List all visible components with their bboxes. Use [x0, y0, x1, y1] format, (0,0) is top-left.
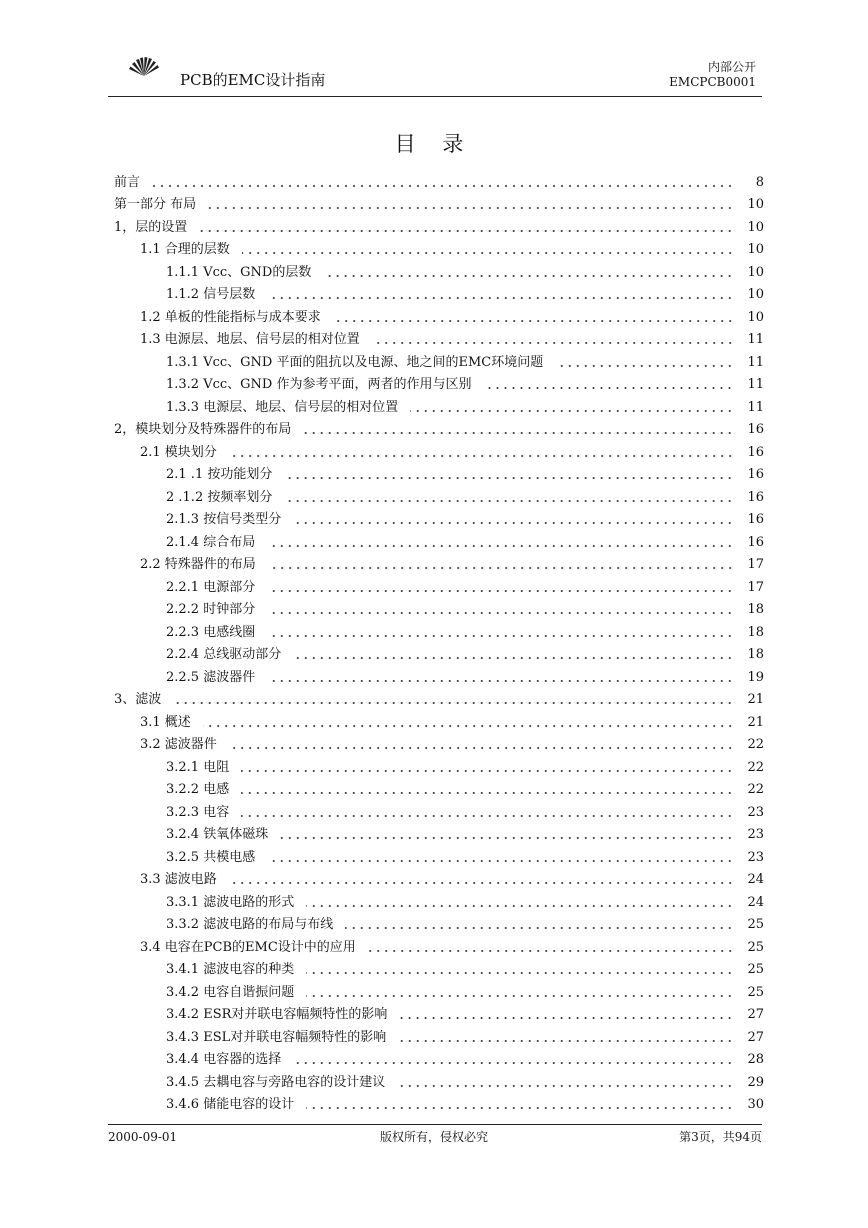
toc-entry-label: 2.1.4 综合布局	[166, 534, 256, 550]
toc-entry-page: 30	[747, 1097, 764, 1112]
toc-entry-label: 2.2.5 滤波器件	[166, 669, 256, 685]
toc-entry[interactable]	[114, 888, 764, 911]
toc-dot-leader	[241, 791, 734, 795]
toc-dot-leader	[345, 926, 734, 930]
company-logo	[124, 54, 164, 86]
toc-entry[interactable]	[114, 483, 764, 506]
toc-entry-page: 10	[747, 197, 764, 212]
toc-entry-label: 3.4.1 滤波电容的种类	[166, 962, 295, 977]
toc-entry[interactable]	[114, 461, 764, 484]
toc-dot-leader	[410, 409, 734, 413]
toc-dot-leader	[306, 994, 734, 998]
toc-dot-leader	[397, 1084, 734, 1088]
toc-entry-label: 3.1 概述	[140, 714, 191, 730]
toc-entry[interactable]	[114, 506, 764, 529]
toc-dot-leader	[333, 319, 734, 323]
toc-entry-page: 24	[747, 894, 764, 910]
footer-divider	[108, 1124, 762, 1125]
toc-entry-label: 1.3.1 Vcc、GND 平面的阻抗以及电源、地之间的EMC环境问题	[166, 354, 544, 370]
toc-entry-page: 25	[747, 917, 764, 932]
toc-dot-leader	[267, 589, 734, 593]
toc-entry-label: 1.3.2 Vcc、GND 作为参考平面，两者的作用与区别	[166, 377, 472, 392]
table-of-contents	[114, 168, 764, 1113]
toc-entry-page: 22	[747, 759, 764, 775]
toc-entry-label: 2.1.3 按信号类型分	[166, 512, 282, 527]
toc-entry-label: 2.2.4 总线驱动部分	[166, 647, 282, 662]
footer-copyright: 版权所有，侵权必究	[379, 1130, 488, 1144]
toc-entry-page: 25	[747, 939, 764, 955]
toc-dot-leader	[555, 364, 734, 368]
toc-entry-page: 16	[747, 467, 764, 482]
toc-dot-leader	[267, 611, 734, 615]
toc-entry[interactable]	[114, 281, 764, 304]
toc-dot-leader	[268, 566, 734, 570]
toc-entry-label: 3.2.1 电阻	[166, 759, 230, 775]
toc-entry-page: 17	[747, 557, 764, 572]
toc-entry-page: 16	[747, 489, 764, 505]
toc-entry[interactable]	[114, 191, 764, 214]
toc-entry-label: 1.1 合理的层数	[140, 242, 230, 257]
toc-dot-leader	[208, 206, 734, 210]
toc-entry[interactable]	[114, 933, 764, 956]
toc-dot-leader	[199, 229, 734, 233]
toc-entry-label: 2.1 .1 按功能划分	[166, 467, 273, 482]
toc-entry-page: 25	[747, 962, 764, 977]
toc-dot-leader	[303, 431, 734, 435]
toc-entry-label: 1.3.3 电源层、地层、信号层的相对位置	[166, 399, 399, 415]
toc-heading: 目 录	[394, 132, 474, 156]
toc-entry-label: 3.4.6 储能电容的设计	[166, 1097, 295, 1112]
toc-entry[interactable]	[114, 551, 764, 574]
toc-dot-leader	[323, 274, 734, 278]
toc-entry[interactable]	[114, 416, 764, 439]
toc-dot-leader	[229, 881, 734, 885]
document-code: EMCPCB0001	[669, 75, 756, 89]
toc-entry-page: 19	[747, 669, 764, 685]
toc-entry[interactable]	[114, 168, 764, 191]
toc-dot-leader	[267, 296, 734, 300]
toc-entry[interactable]	[114, 1001, 764, 1024]
toc-entry-label: 1.1.1 Vcc、GND的层数	[166, 264, 312, 280]
toc-entry-page: 18	[747, 602, 764, 617]
toc-dot-leader	[280, 836, 734, 840]
footer-page-info: 第3页，共94页	[679, 1130, 762, 1144]
toc-dot-leader	[152, 184, 734, 188]
toc-dot-leader	[241, 769, 734, 773]
toc-entry-page: 25	[747, 984, 764, 1000]
toc-entry-page: 16	[747, 534, 764, 550]
toc-entry-label: 3.4.2 电容自谐振问题	[166, 984, 295, 1000]
toc-dot-leader	[483, 386, 734, 390]
toc-entry-page: 11	[747, 377, 764, 392]
toc-entry-label: 3.2.4 铁氧体磁珠	[166, 827, 269, 842]
toc-entry-page: 29	[747, 1074, 764, 1090]
toc-entry[interactable]	[114, 708, 764, 731]
toc-dot-leader	[173, 701, 734, 705]
toc-entry-page: 10	[747, 242, 764, 257]
toc-entry-page: 11	[747, 332, 764, 347]
toc-dot-leader	[203, 724, 734, 728]
toc-entry-page: 22	[747, 737, 764, 752]
toc-entry[interactable]	[114, 258, 764, 281]
toc-entry-page: 11	[747, 354, 764, 370]
toc-entry-label: 2 .1.2 按频率划分	[166, 489, 273, 505]
toc-entry-page: 10	[747, 264, 764, 280]
toc-entry-page: 10	[747, 309, 764, 325]
toc-entry-label: 3.4.2 ESR对并联电容幅频特性的影响	[166, 1007, 388, 1022]
toc-dot-leader	[306, 904, 734, 908]
toc-entry[interactable]	[114, 393, 764, 416]
toc-dot-leader	[293, 521, 734, 525]
toc-entry-label: 3.3.2 滤波电路的布局与布线	[166, 917, 334, 932]
toc-entry[interactable]	[114, 731, 764, 754]
toc-dot-leader	[368, 949, 734, 953]
toc-entry[interactable]	[114, 528, 764, 551]
toc-dot-leader	[267, 634, 734, 638]
toc-entry[interactable]	[114, 866, 764, 889]
toc-entry[interactable]	[114, 821, 764, 844]
toc-dot-leader	[306, 1106, 734, 1110]
toc-entry-page: 8	[755, 174, 764, 190]
toc-entry[interactable]	[114, 1023, 764, 1046]
toc-entry-label: 3.3.1 滤波电路的形式	[166, 894, 295, 910]
toc-dot-leader	[372, 341, 734, 345]
toc-entry[interactable]	[114, 213, 764, 236]
toc-entry-page: 16	[747, 444, 764, 460]
toc-dot-leader	[267, 859, 734, 863]
toc-entry-page: 16	[747, 422, 764, 437]
document-title: PCB的EMC设计指南	[180, 71, 326, 89]
toc-entry[interactable]	[114, 753, 764, 776]
toc-entry[interactable]	[114, 618, 764, 641]
toc-entry-label: 3.4.3 ESL对并联电容幅频特性的影响	[166, 1029, 387, 1045]
toc-dot-leader	[293, 656, 734, 660]
toc-entry-page: 21	[747, 714, 764, 730]
toc-entry[interactable]	[114, 686, 764, 709]
toc-entry-label: 1.2 单板的性能指标与成本要求	[140, 309, 321, 325]
header-right-block	[669, 60, 756, 90]
toc-entry[interactable]	[114, 438, 764, 461]
toc-entry[interactable]	[114, 776, 764, 799]
toc-entry[interactable]	[114, 573, 764, 596]
toc-entry-label: 3.3 滤波电路	[140, 872, 217, 887]
toc-entry-page: 17	[747, 579, 764, 595]
toc-entry[interactable]	[114, 1091, 764, 1114]
toc-dot-leader	[267, 679, 734, 683]
toc-entry[interactable]	[114, 303, 764, 326]
toc-entry-label: 3.4.5 去耦电容与旁路电容的设计建议	[166, 1074, 386, 1090]
toc-entry-page: 18	[747, 647, 764, 662]
toc-dot-leader	[229, 454, 734, 458]
toc-entry-label: 第一部分 布局	[114, 197, 197, 212]
toc-entry-label: 3.2 滤波器件	[140, 737, 217, 752]
toc-entry[interactable]	[114, 843, 764, 866]
toc-dot-leader	[241, 814, 734, 818]
toc-entry[interactable]	[114, 641, 764, 664]
toc-entry-page: 10	[747, 287, 764, 302]
toc-entry[interactable]	[114, 911, 764, 934]
toc-entry[interactable]	[114, 596, 764, 619]
toc-dot-leader	[242, 251, 734, 255]
toc-entry-label: 3.2.3 电容	[166, 804, 230, 820]
toc-entry-page: 27	[747, 1029, 764, 1045]
toc-dot-leader	[229, 746, 734, 750]
toc-entry-label: 2.2 特殊器件的布局	[140, 557, 256, 572]
toc-entry-label: 2.2.1 电源部分	[166, 579, 256, 595]
toc-entry[interactable]	[114, 371, 764, 394]
toc-entry[interactable]	[114, 956, 764, 979]
classification-label: 内部公开	[707, 60, 756, 74]
toc-dot-leader	[293, 1061, 734, 1065]
toc-dot-leader	[284, 476, 734, 480]
toc-entry-page: 23	[747, 804, 764, 820]
footer-date: 2000-09-01	[108, 1130, 178, 1144]
toc-dot-leader	[398, 1039, 734, 1043]
toc-entry-label: 前言	[114, 174, 141, 190]
toc-entry-label: 1，层的设置	[114, 219, 188, 235]
toc-dot-leader	[399, 1016, 734, 1020]
toc-entry-page: 11	[747, 399, 764, 415]
toc-entry-label: 2.2.3 电感线圈	[166, 624, 256, 640]
toc-entry-page: 22	[747, 782, 764, 797]
toc-entry[interactable]	[114, 1068, 764, 1091]
toc-entry[interactable]	[114, 236, 764, 259]
toc-entry[interactable]	[114, 798, 764, 821]
toc-dot-leader	[306, 971, 734, 975]
toc-entry-label: 3、滤波	[114, 692, 162, 707]
toc-entry-label: 3.2.5 共模电感	[166, 849, 256, 865]
toc-entry[interactable]	[114, 1046, 764, 1069]
toc-entry[interactable]	[114, 326, 764, 349]
toc-entry-label: 3.2.2 电感	[166, 782, 230, 797]
toc-entry-page: 10	[747, 219, 764, 235]
toc-entry-label: 2.1 模块划分	[140, 444, 217, 460]
toc-entry-label: 3.4.4 电容器的选择	[166, 1052, 282, 1067]
toc-entry-page: 24	[747, 872, 764, 887]
toc-entry-label: 3.4 电容在PCB的EMC设计中的应用	[140, 939, 356, 955]
toc-dot-leader	[267, 544, 734, 548]
toc-entry[interactable]	[114, 978, 764, 1001]
toc-dot-leader	[284, 499, 734, 503]
toc-entry[interactable]	[114, 663, 764, 686]
toc-entry-page: 16	[747, 512, 764, 527]
toc-entry-label: 1.3 电源层、地层、信号层的相对位置	[140, 332, 360, 347]
toc-entry-page: 23	[747, 849, 764, 865]
toc-entry-page: 27	[747, 1007, 764, 1022]
toc-entry-page: 18	[747, 624, 764, 640]
toc-entry-page: 21	[747, 692, 764, 707]
toc-entry-label: 2.2.2 时钟部分	[166, 602, 256, 617]
toc-entry[interactable]	[114, 348, 764, 371]
toc-entry-page: 28	[747, 1052, 764, 1067]
toc-entry-page: 23	[747, 827, 764, 842]
toc-entry-label: 2，模块划分及特殊器件的布局	[114, 422, 292, 437]
header-divider	[108, 96, 762, 97]
toc-entry-label: 1.1.2 信号层数	[166, 287, 256, 302]
